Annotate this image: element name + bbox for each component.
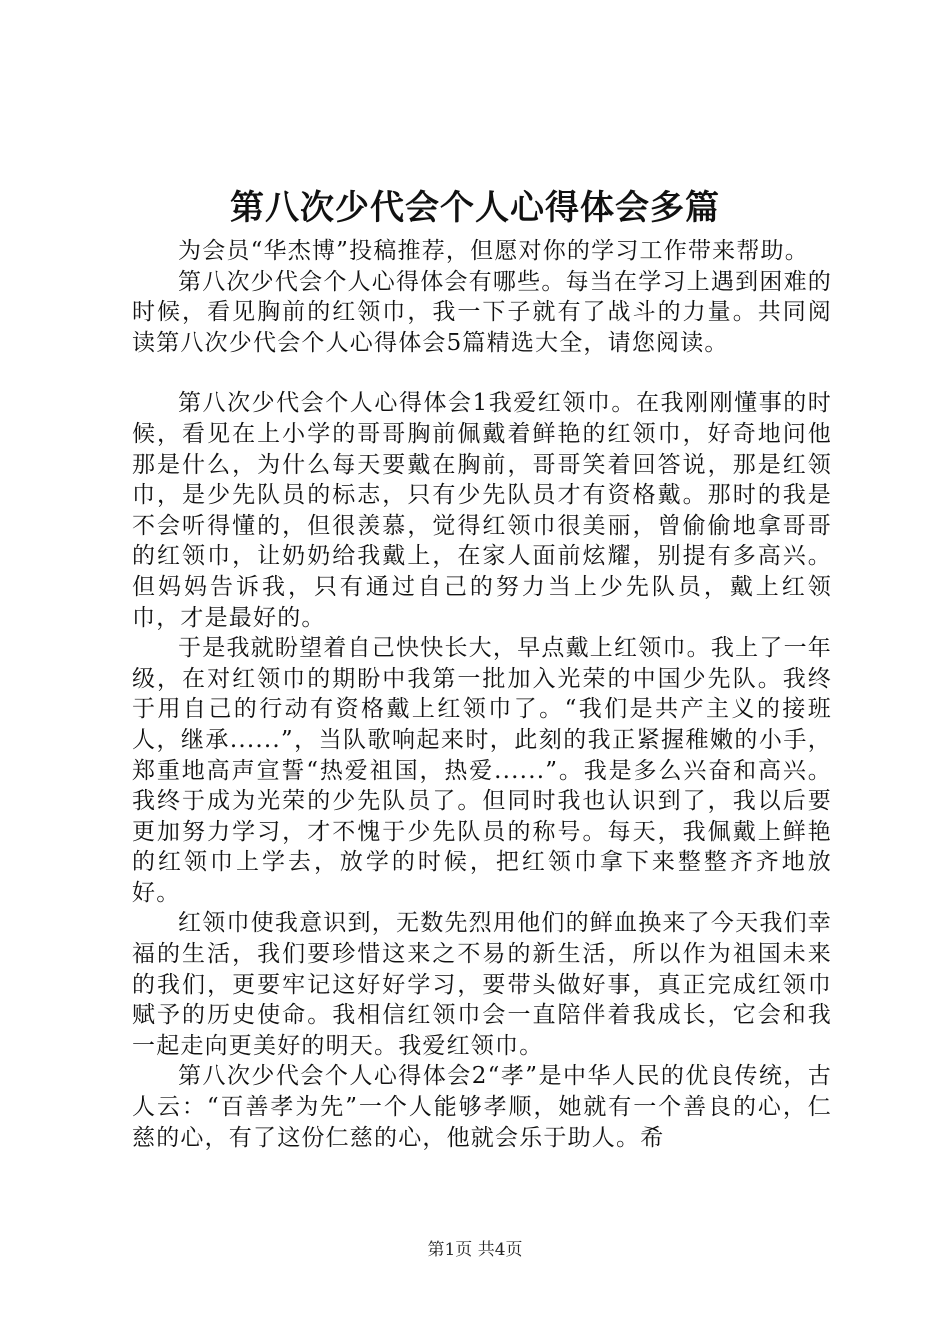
intro-paragraph: 为会员“华杰博”投稿推荐，但愿对你的学习工作带来帮助。 [178,238,809,264]
essay-2-paragraph-1: 第八次少代会个人心得体会2“孝”是中华人民的优良传统，古人云：“百善孝为先”一个人能够孝顺，她就有一个善良的心，仁慈的心，有了这份仁慈的心，他就会乐于助人。希 [132,1063,832,1151]
summary-paragraph: 第八次少代会个人心得体会有哪些。每当在学习上遇到困难的时候，看见胸前的红领巾，我一下子就有了战斗的力量。共同阅读第八次少代会个人心得体会5篇精选大全，请您阅读。 [132,268,832,356]
essay-1-paragraph-1: 第八次少代会个人心得体会1我爱红领巾。在我刚刚懂事的时候，看见在上小学的哥哥胸前佩戴着鲜艳的红领巾，好奇地问他那是什么，为什么每天要戴在胸前，哥哥笑着回答说，那是红领巾，是少先队员的标志，只有少先队员才有资格戴。那时的我是不会听得懂的，但很羡慕，觉得红领巾很美丽，曾偷偷地拿哥哥的红领巾，让奶奶给我戴上，在家人面前炫耀，别提有多高兴。但妈妈告诉我，只有通过自己的努力当上少先队员，戴上红领巾，才是最好的。 [132,390,832,631]
page-footer: 第1页 共4页 [427,1240,523,1260]
essay-1-paragraph-2: 于是我就盼望着自己快快长大，早点戴上红领巾。我上了一年级，在对红领巾的期盼中我第一批加入光荣的中国少先队。我终于用自己的行动有资格戴上红领巾了。“我们是共产主义的接班人，继承......”，当队歌响起来时，此刻的我正紧握稚嫩的小手，郑重地高声宣誓“热爱祖国，热爱......”。我是多么兴奋和高兴。我终于成为光荣的少先队员了。但同时我也认识到了，我以后要更加努力学习，才不愧于少先队员的称号。每天，我佩戴上鲜艳的红领巾上学去，放学的时候，把红领巾拿下来整整齐齐地放好。 [132,635,832,906]
document-body [132,236,832,1153]
document-title: 第八次少代会个人心得体会多篇 [230,188,720,228]
essay-1-paragraph-3: 红领巾使我意识到，无数先烈用他们的鲜血换来了今天我们幸福的生活，我们要珍惜这来之不易的新生活，所以作为祖国未来的我们，更要牢记这好好学习，要带头做好事，真正完成红领巾赋予的历史使命。我相信红领巾会一直陪伴着我成长，它会和我一起走向更美好的明天。我爱红领巾。 [132,910,832,1059]
